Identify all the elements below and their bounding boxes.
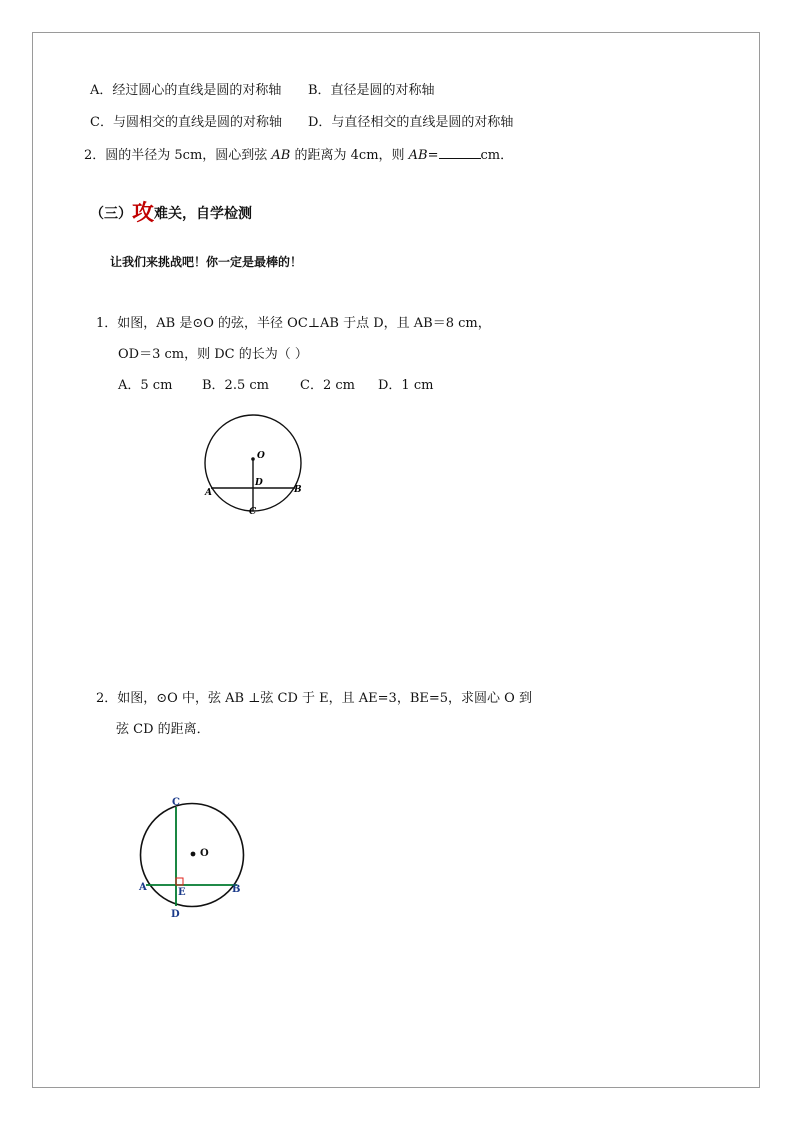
q2-eq: =: [427, 148, 439, 163]
q2-line2-text: 弦 CD 的距离．: [116, 722, 210, 737]
option-a-prev: [90, 82, 281, 100]
q2-label-a: A: [139, 882, 147, 893]
q1-line2-text: OD＝3 cm，则 DC 的长为（ ）: [118, 347, 308, 362]
q2-prefix: 2．圆的半径为 5cm，圆心到弦: [84, 148, 272, 163]
q1-label-a: A: [205, 488, 212, 498]
q1-label-d: D: [255, 478, 263, 488]
section-title: [90, 196, 252, 227]
option-b-text: B．直径是圆的对称轴: [308, 83, 435, 98]
q1-option-b: [202, 377, 269, 395]
answer-blank[interactable]: [439, 146, 481, 159]
q1-option-b-text: B．2.5 cm: [202, 378, 269, 393]
q2-label-o: O: [200, 848, 209, 859]
q1-line1: [96, 315, 491, 333]
option-c-prev: [90, 114, 282, 132]
q2-line1-text: 2．如图，⊙O 中，弦 AB ⊥弦 CD 于 E，且 AE=3，BE=5，求圆心 O 到: [96, 691, 532, 706]
q1-label-o: O: [257, 451, 265, 461]
q2-label-c: C: [172, 797, 180, 808]
q2-ab: AB: [271, 148, 291, 163]
q1-option-a-text: A．5 cm: [118, 378, 173, 393]
option-d-text: D．与直径相交的直线是圆的对称轴: [308, 115, 514, 130]
q2-ab2: AB: [408, 148, 428, 163]
encouragement-text: [110, 253, 302, 271]
q2-line1: [96, 690, 532, 708]
q2-line2: [116, 721, 210, 739]
page-frame: [32, 32, 760, 1088]
q2-figure: [136, 792, 256, 922]
q1-label-b: B: [294, 485, 302, 495]
q1-center-dot: [251, 457, 255, 461]
q1-option-d: [378, 377, 433, 395]
q1-figure: [196, 408, 316, 520]
q2-right-angle-mark: [176, 878, 183, 885]
option-d-prev: [308, 114, 513, 132]
q2-label-b: B: [232, 884, 241, 895]
section-paren: （三）: [90, 206, 132, 222]
option-b-prev: [308, 82, 435, 100]
encouragement-label: 让我们来挑战吧！你一定是最棒的！: [110, 255, 303, 269]
option-a-text: A．经过圆心的直线是圆的对称轴: [90, 83, 282, 98]
question-2-prev: [84, 146, 513, 165]
q1-line2: [118, 346, 308, 364]
q2-center-dot: [191, 852, 196, 857]
q1-option-d-text: D．1 cm: [378, 378, 434, 393]
q1-option-c: [300, 377, 355, 395]
q1-option-c-text: C．2 cm: [300, 378, 355, 393]
q2-mid: 的距离为 4cm，则: [290, 148, 409, 163]
q2-label-e: E: [178, 887, 186, 898]
q1-line1-text: 1．如图，AB 是⊙O 的弦，半径 OC⊥AB 于点 D，且 AB＝8 cm，: [96, 316, 491, 331]
q2-label-d: D: [171, 909, 180, 920]
section-rest: 难关，自学检测: [154, 206, 253, 222]
section-big-char: 攻: [132, 200, 155, 226]
q2-unit: cm．: [480, 148, 514, 163]
option-c-text: C．与圆相交的直线是圆的对称轴: [90, 115, 282, 130]
q1-option-a: [118, 377, 172, 395]
q1-label-c: C: [249, 507, 257, 517]
